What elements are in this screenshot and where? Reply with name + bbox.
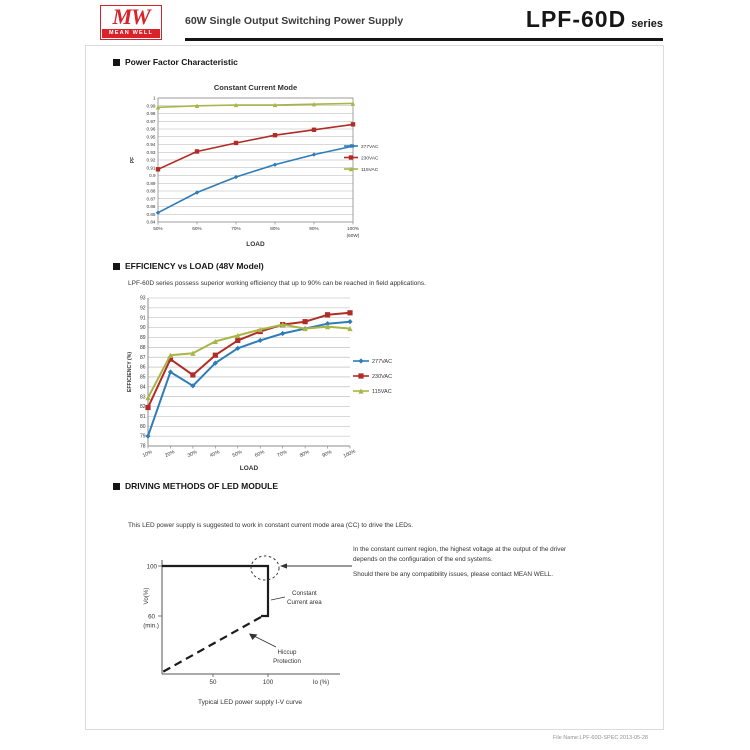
x-tick-50: 50 xyxy=(209,679,217,686)
svg-text:0.94: 0.94 xyxy=(146,142,156,148)
diagram-x-axis-label: Io (%) xyxy=(312,679,330,686)
series-277VAC xyxy=(156,144,355,215)
frame-top-line xyxy=(85,45,664,46)
svg-text:90: 90 xyxy=(139,325,146,332)
svg-text:84: 84 xyxy=(139,384,146,391)
section-efficiency-heading xyxy=(113,261,264,271)
efficiency-chart xyxy=(122,291,432,486)
chart-title: Constant Current Mode xyxy=(213,83,298,92)
svg-text:230VAC: 230VAC xyxy=(372,373,393,380)
series-115VAC xyxy=(156,101,355,109)
series-115VAC xyxy=(145,322,352,400)
section-driving-heading xyxy=(113,481,278,491)
svg-text:83: 83 xyxy=(139,394,146,401)
x-axis-title: LOAD xyxy=(239,465,259,472)
svg-text:90%: 90% xyxy=(321,449,333,459)
product-series: series xyxy=(631,18,663,30)
svg-text:(60W): (60W) xyxy=(346,233,360,238)
svg-text:20%: 20% xyxy=(164,449,176,459)
logo-mw-icon: MW xyxy=(112,4,150,29)
series-230VAC xyxy=(156,122,355,171)
y-tick-100: 100 xyxy=(146,563,157,571)
svg-text:86: 86 xyxy=(139,364,146,371)
square-bullet-icon xyxy=(113,263,120,270)
svg-text:93: 93 xyxy=(139,295,146,302)
section-power-factor-heading xyxy=(113,57,238,67)
svg-text:0.95: 0.95 xyxy=(146,134,156,140)
square-bullet-icon xyxy=(113,483,120,490)
y-axis-title: PF xyxy=(130,156,136,164)
svg-text:230VAC: 230VAC xyxy=(361,156,379,162)
hiccup-dashed-line xyxy=(159,617,261,674)
svg-text:40%: 40% xyxy=(209,449,221,459)
svg-text:0.98: 0.98 xyxy=(146,111,156,117)
y-tick-min: (min.) xyxy=(143,622,159,630)
cc-callout-line xyxy=(271,597,285,600)
hiccup-label-2: Protection xyxy=(273,658,301,665)
chart-legend xyxy=(344,144,379,173)
header-subtitle: 60W Single Output Switching Power Supply xyxy=(185,15,404,27)
svg-text:277VAC: 277VAC xyxy=(361,144,379,150)
svg-text:88: 88 xyxy=(139,344,146,351)
axis-ticks xyxy=(158,566,268,677)
svg-text:92: 92 xyxy=(139,305,146,312)
chart-svg xyxy=(122,80,417,252)
svg-text:0.93: 0.93 xyxy=(146,149,156,155)
svg-text:70%: 70% xyxy=(231,226,241,231)
note-arrowhead-icon xyxy=(280,563,287,568)
svg-text:0.88: 0.88 xyxy=(146,188,156,194)
square-bullet-icon xyxy=(113,59,120,66)
svg-text:0.92: 0.92 xyxy=(146,157,156,163)
cc-label-1: Constant xyxy=(292,590,317,597)
chart-legend xyxy=(353,358,392,394)
x-axis-title: LOAD xyxy=(246,241,265,248)
x-tick-100: 100 xyxy=(262,679,274,686)
y-axis-title: EFFICIENCY (%) xyxy=(127,351,133,393)
svg-text:0.97: 0.97 xyxy=(146,118,156,124)
svg-text:87: 87 xyxy=(139,354,146,361)
svg-text:80%: 80% xyxy=(298,449,311,459)
note-line-2: depends on the configuration of the end systems. xyxy=(353,556,493,563)
y-tick-60: 60 xyxy=(148,613,155,621)
header-product xyxy=(380,6,663,33)
footer-filename: File Name:LPF-60D-SPEC 2013-05-28 xyxy=(552,735,648,741)
svg-text:0.85: 0.85 xyxy=(146,211,156,217)
svg-text:0.86: 0.86 xyxy=(146,204,156,210)
svg-text:10%: 10% xyxy=(141,449,154,459)
chart-svg xyxy=(122,291,432,481)
svg-text:78: 78 xyxy=(139,443,146,450)
svg-text:60%: 60% xyxy=(253,449,266,459)
section-title: EFFICIENCY vs LOAD (48V Model) xyxy=(125,261,264,271)
svg-text:50%: 50% xyxy=(231,449,244,459)
svg-text:80%: 80% xyxy=(270,226,280,231)
svg-text:100%: 100% xyxy=(347,226,359,231)
svg-text:30%: 30% xyxy=(186,449,199,459)
section-title: DRIVING METHODS OF LED MODULE xyxy=(125,481,278,491)
x-axis-labels xyxy=(153,222,360,238)
frame-bottom-line xyxy=(85,729,664,730)
svg-text:0.84: 0.84 xyxy=(146,219,156,225)
y-axis-labels xyxy=(147,96,156,225)
svg-text:0.9: 0.9 xyxy=(149,173,156,179)
svg-text:0.99: 0.99 xyxy=(146,103,156,109)
svg-text:80: 80 xyxy=(139,423,146,430)
frame-right-line xyxy=(663,45,664,730)
driving-note-block xyxy=(353,546,653,578)
svg-text:0.91: 0.91 xyxy=(146,165,156,171)
gridlines xyxy=(148,298,350,446)
svg-text:277VAC: 277VAC xyxy=(372,358,393,365)
diagram-caption: Typical LED power supply I-V curve xyxy=(197,699,303,706)
logo-brand: MEAN WELL xyxy=(102,29,160,38)
svg-text:60%: 60% xyxy=(192,226,202,231)
svg-text:90%: 90% xyxy=(309,226,319,231)
note-line-3: Should there be any compatibility issues, please contact MEAN WELL. xyxy=(353,571,553,578)
svg-text:1: 1 xyxy=(152,95,156,101)
svg-text:85: 85 xyxy=(139,374,146,381)
frame-left-line xyxy=(85,45,86,730)
product-name: LPF-60D xyxy=(525,6,627,32)
svg-text:115VAC: 115VAC xyxy=(361,167,379,173)
header-rule xyxy=(185,38,663,41)
svg-text:100%: 100% xyxy=(342,448,357,460)
hiccup-label-1: Hiccup xyxy=(277,649,297,656)
meanwell-logo xyxy=(100,5,162,40)
svg-text:0.89: 0.89 xyxy=(146,180,156,186)
svg-text:81: 81 xyxy=(139,414,146,420)
svg-text:0.96: 0.96 xyxy=(146,126,156,132)
svg-text:79: 79 xyxy=(139,433,146,440)
efficiency-body-text: LPF-60D series possess superior working efficiency that up to 90% can be reached in field applications. xyxy=(128,280,426,287)
svg-text:115VAC: 115VAC xyxy=(372,388,392,395)
svg-text:89: 89 xyxy=(139,335,146,342)
y-axis-labels xyxy=(140,296,146,450)
highlight-ellipse-icon xyxy=(251,556,279,580)
note-line-1: In the constant current region, the highest voltage at the output of the driver xyxy=(353,546,567,553)
series-277VAC xyxy=(145,319,352,439)
diagram-y-axis-label: Vo(%) xyxy=(143,587,150,605)
svg-text:82: 82 xyxy=(139,404,146,411)
section-title: Power Factor Characteristic xyxy=(125,57,238,67)
cc-label-2: Current area xyxy=(287,599,322,606)
svg-text:0.87: 0.87 xyxy=(146,196,156,202)
gridlines xyxy=(158,98,353,222)
svg-text:50%: 50% xyxy=(153,226,163,231)
driving-body-text: This LED power supply is suggested to work in constant current mode area (CC) to drive the LEDs. xyxy=(128,522,414,529)
svg-text:91: 91 xyxy=(139,315,146,322)
hiccup-callout-line xyxy=(254,636,276,647)
svg-text:70%: 70% xyxy=(276,449,289,459)
power-factor-chart xyxy=(122,80,417,257)
